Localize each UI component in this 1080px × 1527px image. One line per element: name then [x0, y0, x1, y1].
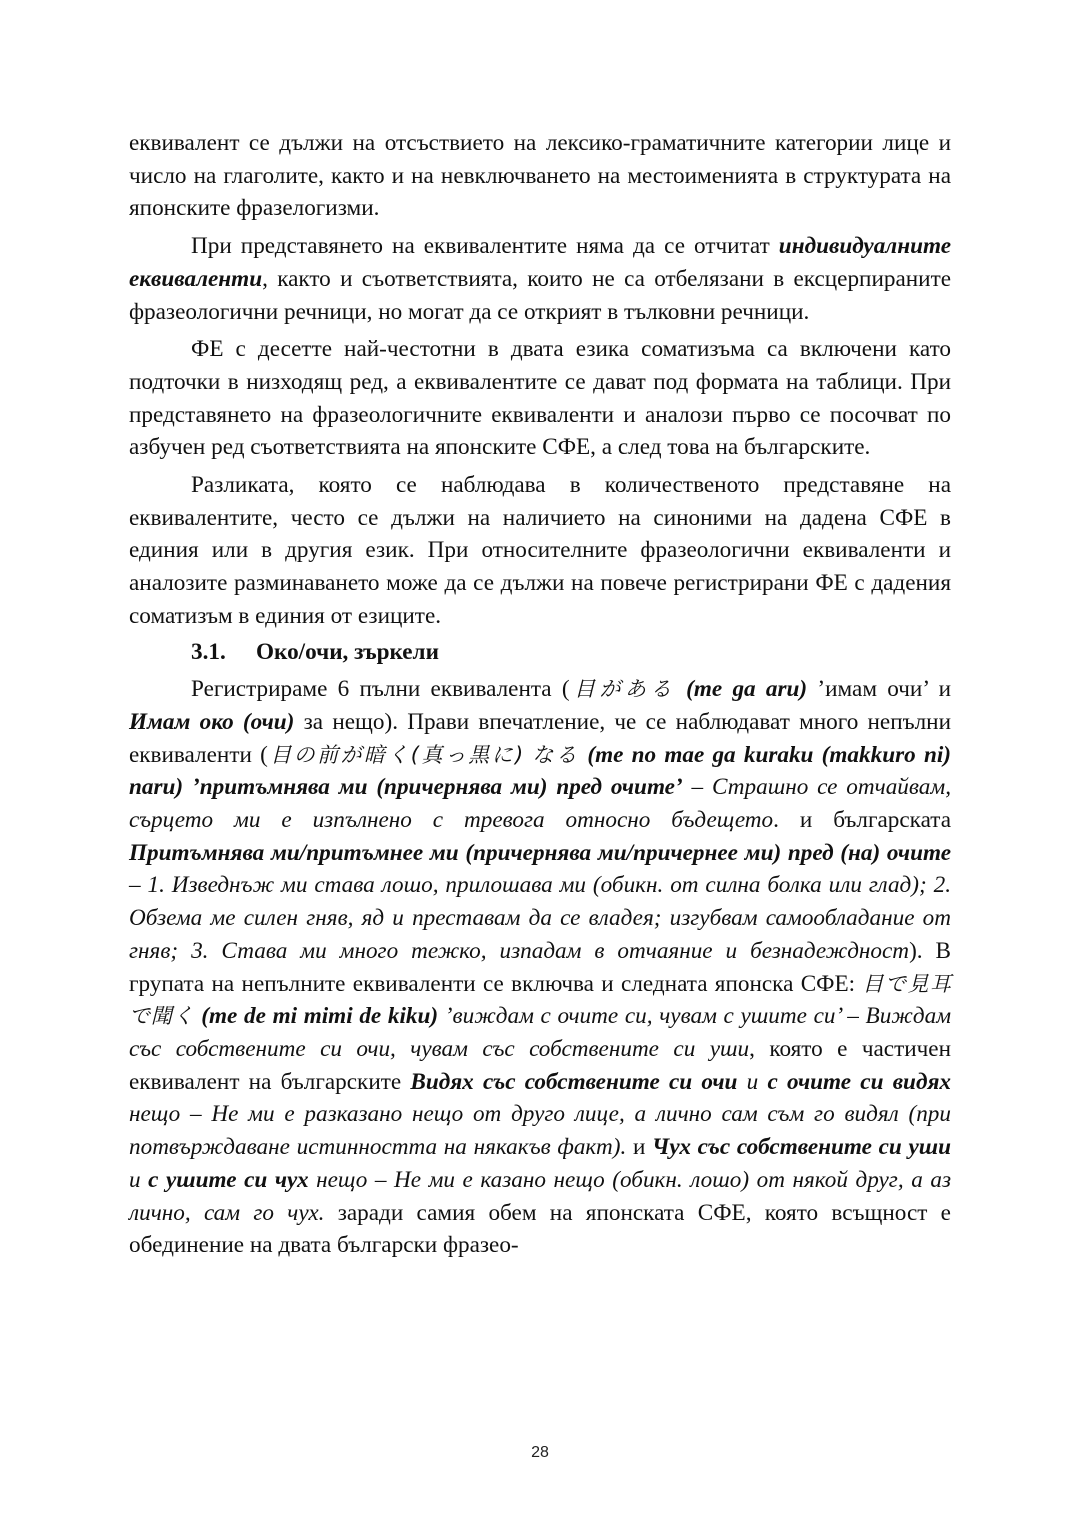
paragraph-3 — [129, 333, 951, 464]
section-heading — [129, 636, 951, 669]
definition: – Страшно се отчайвам, сърцето ми е изпълнено с тревога относно бъдещето — [129, 774, 951, 834]
p5-text: и — [626, 1134, 653, 1161]
section-title: Око/очи, зъркели — [256, 638, 439, 665]
paragraph-1 — [129, 127, 951, 225]
bulgarian-phrase: Притъмнява ми/притъмнее ми (причернява ми/причернее ми) пред (на) очите — [129, 839, 951, 866]
paragraph-4-text: Разликата, която се наблюдава в количественото представяне на еквивалентите, често се дължи на наличието на синоними на дадена СФЕ в единия или в другия език. При относителните фразеологични еквиваленти и аналозите разминаването може да се дължи на повече регистрирани ФЕ с дадения соматизъм в единия от езиците. — [129, 472, 951, 629]
p5-text: ). В групата на непълните еквиваленти се включва и следната японска СФЕ: — [129, 937, 952, 997]
romaji-phrase: (me de mi mimi de kiku) — [194, 1003, 439, 1030]
page-number: 28 — [531, 1444, 549, 1461]
bulgarian-phrase: с ушите си чух — [148, 1166, 309, 1193]
paragraph-3-text: ФЕ с десетте най-честотни в двата езика соматизъма са включени като подточки в низходящ ред, а еквивалентите се дават под формата на таблици. При представянето на фразеологичните еквиваленти и аналози първо се посочват по азбучен ред съответствията на японските СФЕ, а след това на българските. — [129, 336, 951, 461]
paragraph-1-text: еквивалент се дължи на отсъствието на лексико-граматичните категории лице и число на глаголите, както и на невключването на местоименията в структурата на японските фразелогизми. — [129, 130, 951, 222]
paragraph-2-text: При представянето на еквивалентите няма да се отчитат — [191, 233, 779, 260]
romaji-phrase: (me no mae ga kuraku (makkuro ni) naru) ’притъмнява ми (причернява ми) пред очите’ — [129, 741, 951, 801]
bulgarian-phrase: с очите си видях — [767, 1068, 951, 1095]
p5-text: за нещо). Прави впечатление, че се наблюдават много непълни еквиваленти ( — [129, 708, 952, 768]
p5-text: ’имам очи’ и — [807, 676, 952, 703]
term-individual-equivalents: индивидуалните еквиваленти — [129, 233, 951, 292]
paragraph-2-text-cont: , както и съответствията, които не са отбелязани в ексцерпираните фразеологични речници, но могат да се открият в тълковни речници. — [129, 265, 951, 325]
definition: нещо – Не ми е казано нещо (обикн. лошо) от някой друг, а аз лично, сам го чух. — [129, 1166, 951, 1226]
p5-text: . и българската — [773, 807, 951, 834]
section-number: 3.1. — [191, 638, 226, 665]
p5-text: Регистрираме 6 пълни еквивалента ( — [191, 676, 570, 703]
definition: – 1. Изведнъж ми става лошо, прилошава ми (обикн. от силна болка или глад); 2. Обзема ме силен гняв, яд и преставам да се владея; изгубвам самообладание от гняв; 3. Става ми много тежко, изпадам в отчаяние и безнадеждност — [129, 872, 951, 964]
japanese-phrase: 目がある — [569, 677, 676, 702]
romaji-phrase: (me ga aru) — [675, 676, 808, 703]
paragraph-5 — [129, 673, 951, 1262]
page-body — [129, 127, 951, 1262]
definition: ’виждам с очите си, чувам с ушите си’ – Виждам със собствените си очи, чувам със собствените си уши — [129, 1003, 951, 1062]
japanese-phrase: 目の前が暗く(真っ黒に) なる — [267, 742, 580, 767]
japanese-phrase: 目で見耳で聞く — [129, 971, 951, 1029]
p5-text: , която е частичен еквивалент на българските — [129, 1035, 951, 1095]
connector: и — [129, 1166, 149, 1193]
paragraph-2 — [129, 230, 951, 328]
p5-text: заради самия обем на японската СФЕ, която всъщност е обединение на двата български фразео- — [129, 1199, 951, 1259]
bulgarian-phrase: Видях със собствените си очи — [410, 1068, 738, 1095]
paragraph-4 — [129, 469, 951, 633]
bulgarian-phrase: Чух със собствените си уши — [652, 1134, 951, 1161]
connector: и — [737, 1068, 768, 1095]
bulgarian-phrase: Имам око (очи) — [129, 708, 295, 735]
definition: нещо – Не ми е разказано нещо от друго лице, а лично сам съм го видял (при потвърждаване истинността на някакъв факт). — [129, 1101, 951, 1161]
